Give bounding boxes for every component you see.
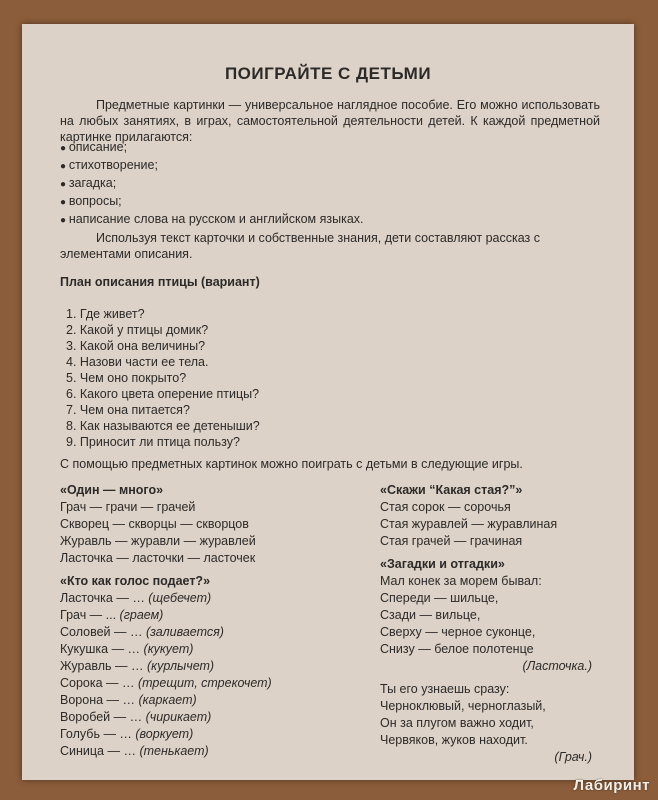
list-item: Стая журавлей — журавлиная xyxy=(380,517,558,531)
list-item: Журавль — … (курлычет) xyxy=(60,659,215,673)
list-item: Голубь — … (воркует) xyxy=(60,727,194,741)
list-item: Ворона — … (каркает) xyxy=(60,693,197,707)
riddle-line: Черноклювый, черноглазый, xyxy=(380,699,546,713)
plan-list xyxy=(66,306,260,450)
list-item: ● вопросы; xyxy=(60,193,364,211)
right-column xyxy=(380,482,592,766)
list-item: Воробей — … (чирикает) xyxy=(60,710,212,724)
riddle-answer: (Грач.) xyxy=(554,750,592,764)
intro-paragraph: Предметные картинки — универсальное наглядное пособие. Его можно использовать на любых занятиях, в играх, самостоятельной деятельности детей. К каждой предметной картинке прилагаются: xyxy=(60,98,600,144)
game-title: «Загадки и отгадки» xyxy=(380,557,505,571)
list-item: Сорока — … (трещит, стрекочет) xyxy=(60,676,272,690)
game-title: «Один — много» xyxy=(60,483,164,497)
riddle-line: Сзади — вильце, xyxy=(380,608,481,622)
games-intro: С помощью предметных картинок можно поиграть с детьми в следующие игры. xyxy=(60,457,523,471)
plan-heading: План описания птицы (вариант) xyxy=(60,275,260,289)
list-item: 6. Какого цвета оперение птицы? xyxy=(66,387,260,401)
document-page xyxy=(22,24,634,780)
list-item: Журавль — журавли — журавлей xyxy=(60,534,256,548)
list-item: Кукушка — … (кукует) xyxy=(60,642,194,656)
riddle-line: Спереди — шильце, xyxy=(380,591,499,605)
list-item: Синица — … (тенькает) xyxy=(60,744,209,758)
riddle-line: Мал конек за морем бывал: xyxy=(380,574,542,588)
game-title: «Кто как голос подает?» xyxy=(60,574,211,588)
list-item: Соловей — … (заливается) xyxy=(60,625,224,639)
list-item: 5. Чем оно покрыто? xyxy=(66,371,187,385)
list-item: 9. Приносит ли птица пользу? xyxy=(66,435,240,449)
list-item: Ласточка — ласточки — ласточек xyxy=(60,551,256,565)
riddle-line: Снизу — белое полотенце xyxy=(380,642,534,656)
list-item: 8. Как называются ее детеныши? xyxy=(66,419,260,433)
riddle-answer: (Ласточка.) xyxy=(522,659,592,673)
list-item: 1. Где живет? xyxy=(66,307,145,321)
list-item: Грач — грачи — грачей xyxy=(60,500,196,514)
watermark-logo: Лабиринт xyxy=(573,777,650,794)
riddle-line: Червяков, жуков находит. xyxy=(380,733,528,747)
list-item: Стая грачей — грачиная xyxy=(380,534,523,548)
list-item: Грач — ... (граем) xyxy=(60,608,164,622)
list-item: ● написание слова на русском и английском языках. xyxy=(60,211,364,229)
list-item: 3. Какой она величины? xyxy=(66,339,206,353)
list-item: 2. Какой у птицы домик? xyxy=(66,323,209,337)
riddle-line: Сверху — черное суконце, xyxy=(380,625,536,639)
riddle-line: Он за плугом важно ходит, xyxy=(380,716,534,730)
page-title: ПОИГРАЙТЕ С ДЕТЬМИ xyxy=(224,64,432,83)
list-item: Стая сорок — сорочья xyxy=(380,500,511,514)
list-item: ● описание; xyxy=(60,139,364,157)
list-item: ● загадка; xyxy=(60,175,364,193)
story-paragraph: Используя текст карточки и собственные знания, дети составляют рассказ с элементами описания. xyxy=(60,231,541,261)
materials-list xyxy=(60,139,364,229)
list-item: ● стихотворение; xyxy=(60,157,364,175)
list-item: 7. Чем она питается? xyxy=(66,403,190,417)
list-item: 4. Назови части ее тела. xyxy=(66,355,209,369)
list-item: Ласточка — … (щебечет) xyxy=(60,591,212,605)
list-item: Скворец — скворцы — скворцов xyxy=(60,517,249,531)
riddle-line: Ты его узнаешь сразу: xyxy=(380,682,510,696)
game-title: «Скажи “Какая стая?”» xyxy=(380,483,523,497)
left-column xyxy=(60,482,272,760)
